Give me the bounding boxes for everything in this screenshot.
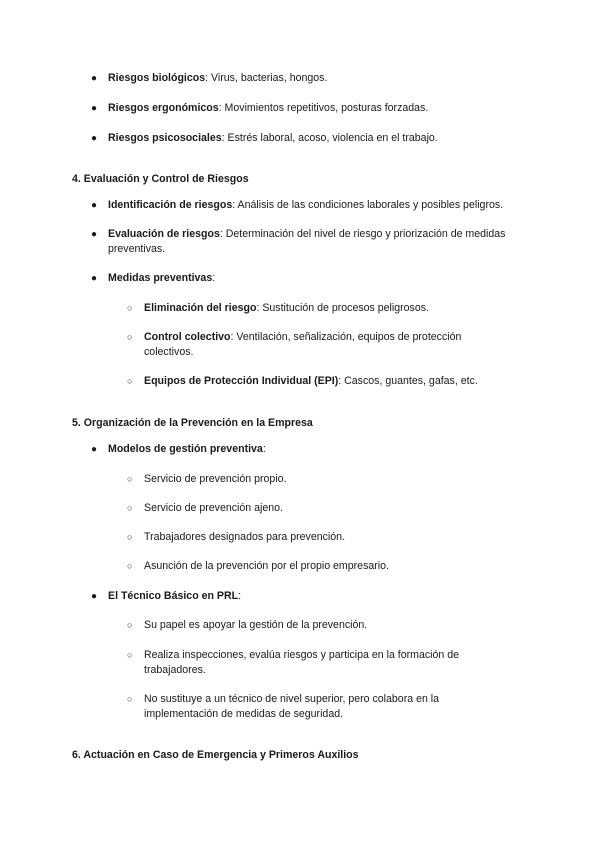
item-term: Medidas preventivas [108, 272, 213, 284]
item-term: Equipos de Protección Individual (EPI) [144, 375, 339, 387]
sublist-item-epi [144, 374, 536, 389]
item-desc: : Virus, bacterias, hongos. [205, 72, 328, 84]
list-item-identificacion [108, 198, 548, 213]
bullet-disc: ● [91, 200, 98, 211]
section-heading-5: 5. Organización de la Prevención en la Empresa [72, 417, 313, 429]
sublist-item-eliminacion [144, 301, 536, 316]
sublist-item: Servicio de prevención propio. [144, 473, 287, 485]
bullet-disc: ● [91, 133, 98, 144]
bullet-disc: ● [91, 229, 98, 240]
list-item-medidas-preventivas [108, 271, 548, 286]
item-desc: : Cascos, guantes, gafas, etc. [338, 375, 478, 387]
item-term: Identificación de riesgos [108, 199, 233, 211]
sublist-item: Realiza inspecciones, evalúa riesgos y participa en la formación de trabajadores. [144, 649, 460, 676]
bullet-circle: ○ [127, 503, 133, 513]
sublist-item: Asunción de la prevención por el propio empresario. [144, 560, 389, 572]
bullet-disc: ● [91, 103, 98, 114]
bullet-disc: ● [91, 273, 98, 284]
item-term: Riesgos ergonómicos [108, 102, 219, 114]
item-desc: : Movimientos repetitivos, posturas forzadas. [218, 102, 429, 114]
item-term: Eliminación del riesgo [144, 302, 257, 314]
list-item-tecnico-basico [108, 589, 548, 604]
bullet-circle: ○ [127, 694, 133, 704]
item-desc: : Ventilación, señalización, equipos de protección colectivos. [144, 331, 462, 358]
item-term: Riesgos psicosociales [108, 132, 222, 144]
item-desc: : [212, 272, 216, 284]
list-item-riesgos-psicosociales [108, 131, 548, 146]
sublist-item-control-colectivo [144, 330, 494, 360]
item-term: Riesgos biológicos [108, 72, 206, 84]
item-desc: : [238, 590, 242, 602]
bullet-disc: ● [91, 73, 98, 84]
item-term: El Técnico Básico en PRL [108, 590, 239, 602]
item-term: Modelos de gestión preventiva [108, 443, 263, 455]
list-item-riesgos-ergonomicos [108, 101, 548, 116]
list-item-evaluacion [108, 227, 528, 257]
bullet-circle: ○ [127, 376, 133, 386]
bullet-circle: ○ [127, 303, 133, 313]
item-desc: : Estrés laboral, acoso, violencia en el trabajo. [221, 132, 438, 144]
item-desc: : [262, 443, 266, 455]
item-desc: : Sustitución de procesos peligrosos. [256, 302, 429, 314]
bullet-disc: ● [91, 444, 98, 455]
bullet-circle: ○ [127, 650, 133, 660]
bullet-circle: ○ [127, 620, 133, 630]
sublist-item: Trabajadores designados para prevención. [144, 531, 346, 543]
bullet-circle: ○ [127, 561, 133, 571]
item-term: Control colectivo [144, 331, 231, 343]
bullet-disc: ● [91, 591, 98, 602]
section-heading-6: 6. Actuación en Caso de Emergencia y Primeros Auxilios [72, 749, 359, 761]
item-term: Evaluación de riesgos [108, 228, 220, 240]
list-item-modelos-gestion [108, 442, 548, 457]
sublist-item: Servicio de prevención ajeno. [144, 502, 283, 514]
section-heading-4: 4. Evaluación y Control de Riesgos [72, 173, 249, 185]
bullet-circle: ○ [127, 532, 133, 542]
sublist-item: No sustituye a un técnico de nivel superior, pero colabora en la implementación de medidas de seguridad. [144, 693, 440, 720]
bullet-circle: ○ [127, 332, 133, 342]
sublist-item: Su papel es apoyar la gestión de la prevención. [144, 619, 368, 631]
item-desc: : Análisis de las condiciones laborales y posibles peligros. [232, 199, 504, 211]
bullet-circle: ○ [127, 474, 133, 484]
list-item-riesgos-biologicos [108, 71, 548, 86]
item-desc: : Determinación del nivel de riesgo y priorización de medidas preventivas. [108, 228, 506, 255]
